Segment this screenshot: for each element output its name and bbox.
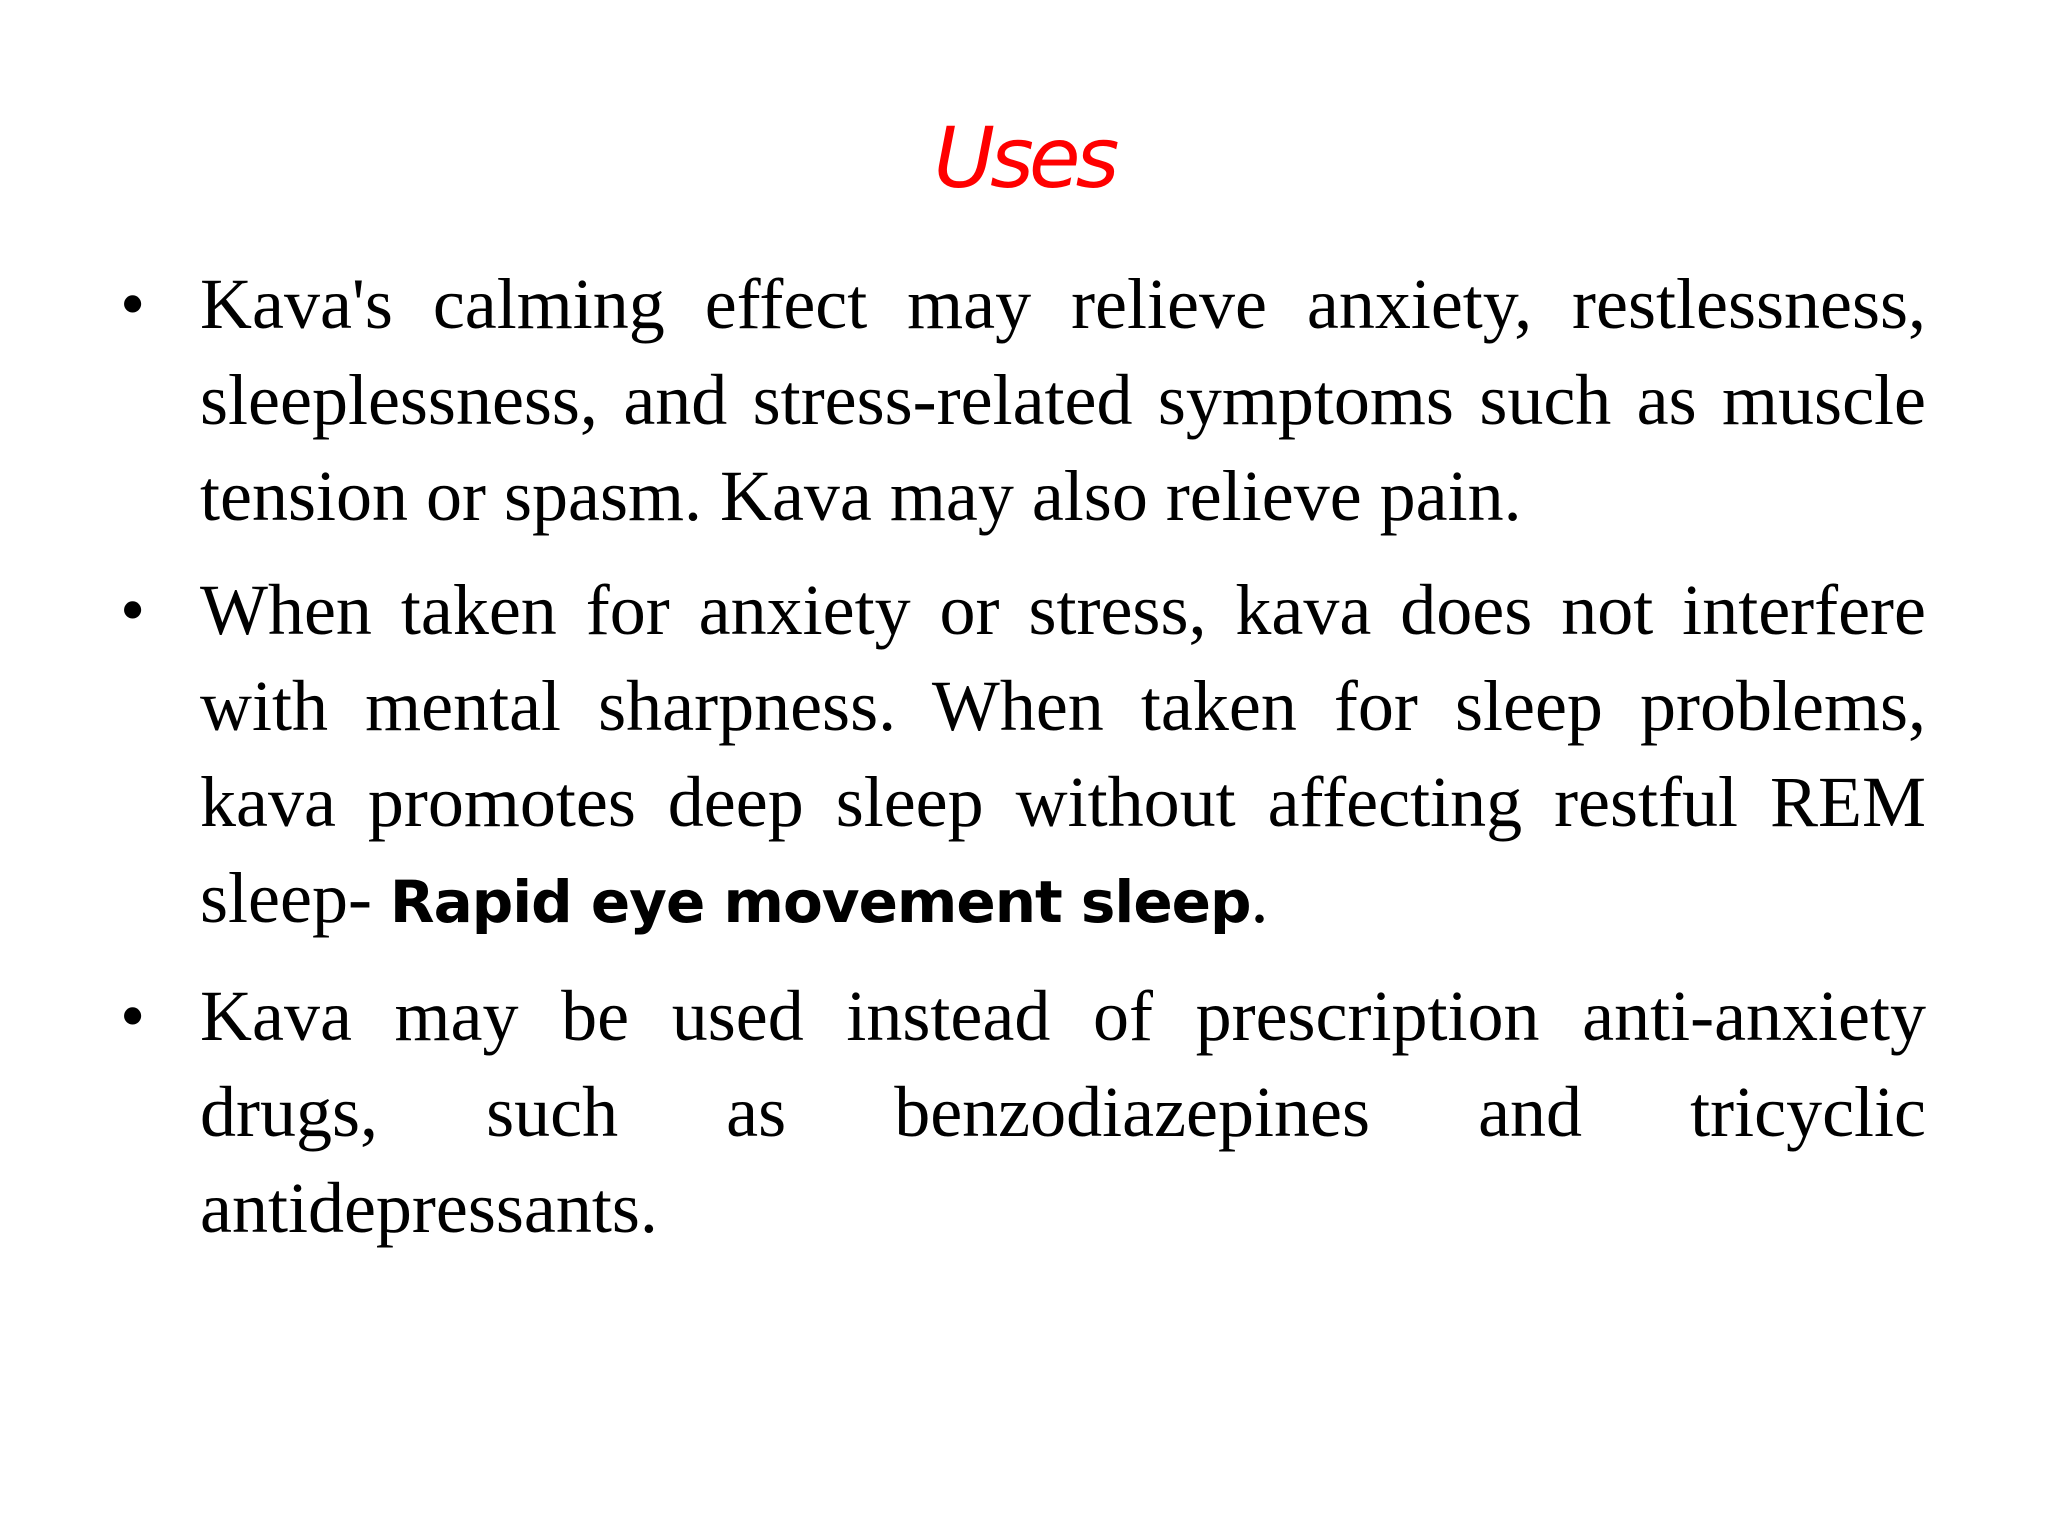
- bullet-item-alternative-drugs: [120, 968, 1926, 1256]
- bullet-text-end: .: [1250, 858, 1269, 938]
- bullet-text: Kava's calming effect may relieve anxiety, restlessness, sleeplessness, and stress-related symptoms such as muscle tension or spasm. Kava may also relieve pain.: [200, 264, 1926, 536]
- bullet-list: [120, 256, 1926, 1274]
- bullet-dot-icon: •: [120, 976, 146, 1056]
- rem-definition: Rapid eye movement sleep: [389, 868, 1251, 936]
- bullet-dot-icon: •: [120, 264, 146, 344]
- bullet-text: When taken for anxiety or stress, kava does not interfere with mental sharpness. When taken for sleep problems, kava promotes deep sleep without affecting restful REM sleep-: [200, 570, 1926, 938]
- bullet-dot-icon: •: [120, 570, 146, 650]
- bullet-text: Kava may be used instead of prescription anti-anxiety drugs, such as benzodiazepines and tricyclic antidepressants.: [200, 976, 1926, 1248]
- slide-title: Uses: [933, 109, 1115, 207]
- bullet-item-anxiety-relief: [120, 256, 1926, 544]
- bullet-item-sleep: [120, 562, 1926, 950]
